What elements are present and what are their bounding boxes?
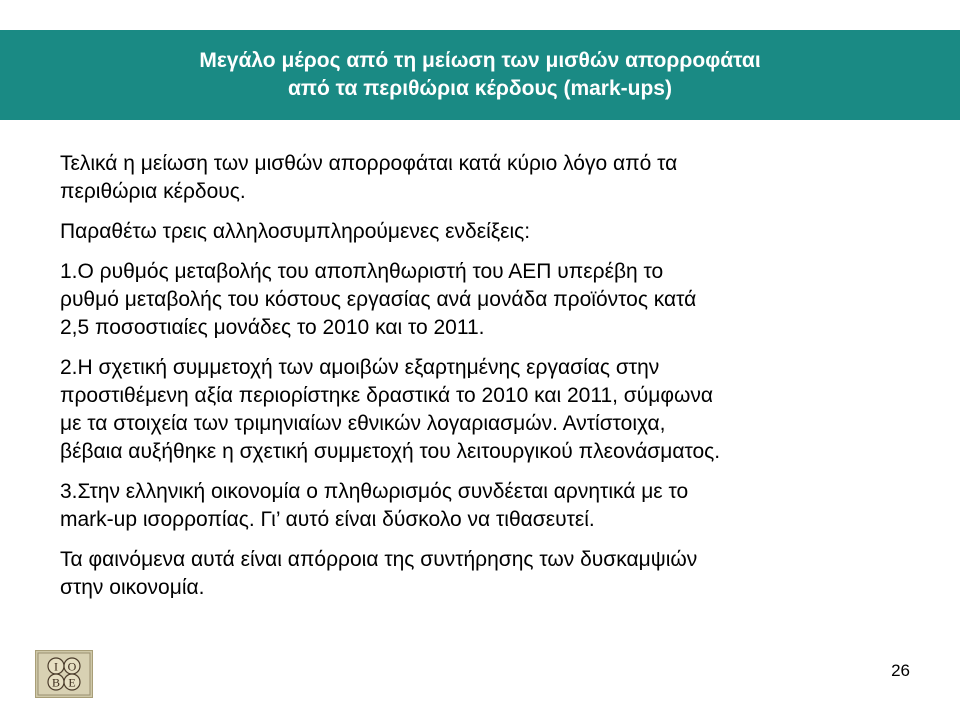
iobe-logo-icon [35, 650, 93, 698]
slide-title-bar [0, 30, 960, 120]
text-line: στην οικονομία. [60, 576, 205, 599]
paragraph-evidence-3 [60, 478, 920, 534]
paragraph-summary [60, 546, 920, 602]
text-line: Τελικά η μείωση των μισθών απορροφάται κατά κύριο λόγο από τα [60, 152, 678, 175]
svg-text:B: B [51, 675, 61, 690]
slide-title-line-2: από τα περιθώρια κέρδους (mark-ups) [288, 77, 672, 100]
paragraph-conclusion [60, 150, 920, 206]
text-line: 1.Ο ρυθμός μεταβολής του αποπληθωριστή του ΑΕΠ υπερέβη το [60, 260, 664, 283]
slide-body [60, 150, 920, 614]
paragraph-evidence-2 [60, 354, 920, 466]
text-line: Παραθέτω τρεις αλληλοσυμπληρούμενες ενδείξεις: [60, 220, 531, 243]
text-line: προστιθέμενη αξία περιορίστηκε δραστικά το 2010 και 2011, σύμφωνα [60, 384, 714, 407]
text-line: 2.Η σχετική συμμετοχή των αμοιβών εξαρτημένης εργασίας στην [60, 356, 660, 379]
svg-text:O: O [67, 659, 77, 674]
svg-text:I: I [54, 659, 58, 674]
paragraph-evidence-1 [60, 258, 920, 342]
page-number: 26 [891, 661, 910, 680]
slide-title-line-1: Μεγάλο μέρος από τη μείωση των μισθών απορροφάται [199, 49, 761, 72]
text-line: Τα φαινόμενα αυτά είναι απόρροια της συντήρησης των δυσκαμψιών [60, 548, 698, 571]
text-line: ρυθμό μεταβολής του κόστους εργασίας ανά μονάδα προϊόντος κατά [60, 288, 697, 311]
text-line: mark-up ισορροπίας. Γι’ αυτό είναι δύσκολο να τιθασευτεί. [60, 508, 595, 531]
text-line: περιθώρια κέρδους. [60, 180, 246, 203]
text-line: 3.Στην ελληνική οικονομία ο πληθωρισμός συνδέεται αρνητικά με το [60, 480, 689, 503]
svg-text:E: E [68, 675, 76, 690]
text-line: βέβαια αυξήθηκε η σχετική συμμετοχή του λειτουργικού πλεονάσματος. [60, 440, 721, 463]
text-line: 2,5 ποσοστιαίες μονάδες το 2010 και το 2011. [60, 316, 485, 339]
paragraph-intro [60, 218, 920, 246]
text-line: με τα στοιχεία των τριμηνιαίων εθνικών λογαριασμών. Αντίστοιχα, [60, 412, 666, 435]
iobe-logo-graphic [36, 651, 92, 697]
